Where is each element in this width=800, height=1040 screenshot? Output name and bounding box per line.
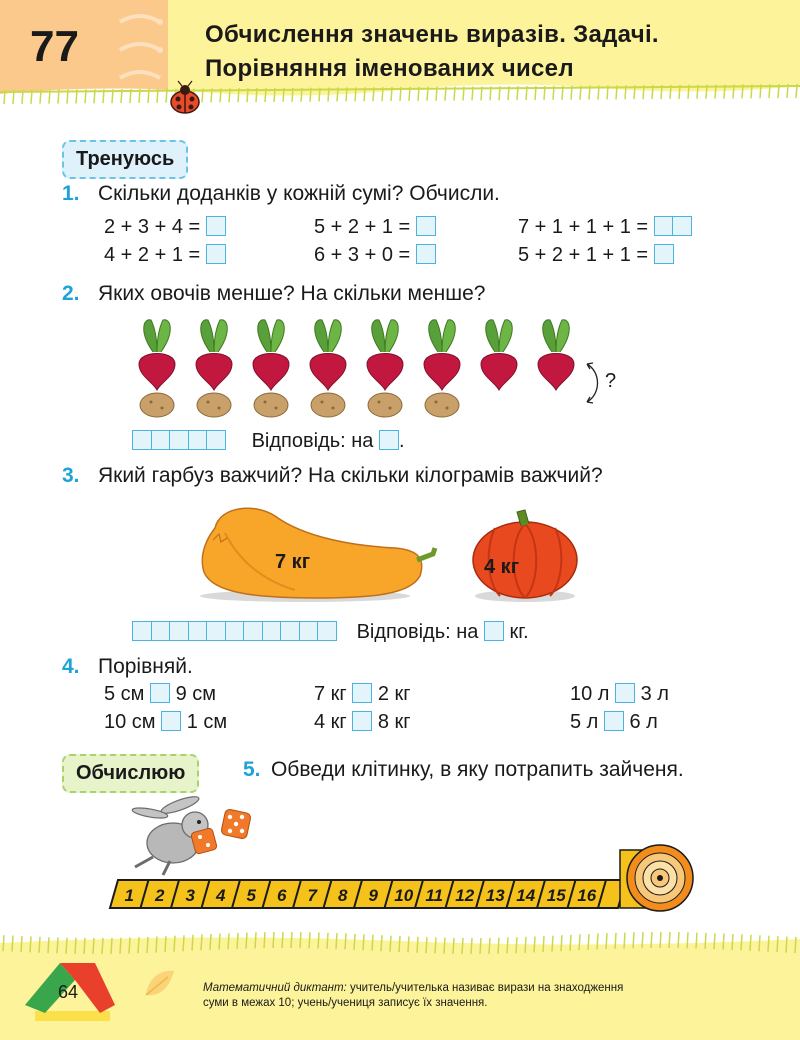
- leaf-icon: [140, 965, 180, 1005]
- potato-icon: [254, 393, 288, 417]
- answer-box[interactable]: [206, 244, 226, 264]
- answer-box[interactable]: [654, 216, 674, 236]
- grass-border-top: [0, 80, 800, 110]
- svg-text:6: 6: [277, 886, 287, 905]
- beet-icon: [139, 320, 175, 390]
- footer-note-text: учитель/учителька називає вирази на знаходження: [349, 982, 624, 994]
- task-1-number: 1.: [62, 182, 80, 205]
- potato-icon: [197, 393, 231, 417]
- compare-box[interactable]: [150, 683, 170, 703]
- task-4-text: Порівняй.: [97, 655, 193, 678]
- answer-box[interactable]: [416, 216, 436, 236]
- answer-box[interactable]: [132, 621, 152, 641]
- svg-text:2: 2: [155, 886, 165, 905]
- svg-text:13: 13: [485, 886, 505, 905]
- task-3-number: 3.: [62, 464, 80, 487]
- potato-icon: [140, 393, 174, 417]
- answer-box[interactable]: [188, 430, 208, 450]
- page-number: 64: [58, 982, 79, 1002]
- answer-box[interactable]: [188, 621, 208, 641]
- svg-text:14: 14: [516, 886, 536, 905]
- answer-box[interactable]: [169, 430, 189, 450]
- footer-note-line2: суми в межах 10; учень/учениця записує їх значення.: [203, 997, 488, 1009]
- section-badge-compute: Обчислюю: [62, 754, 199, 793]
- lesson-number: 77: [30, 22, 79, 71]
- potato-icon: [311, 393, 345, 417]
- compare-pair: 10 л 3 л: [570, 683, 669, 705]
- task-5: [243, 758, 684, 782]
- task-2-number: 2.: [62, 282, 80, 305]
- big-pumpkin-label: 7 кг: [275, 551, 311, 573]
- beet-icon: [424, 320, 460, 390]
- beet-icon: [367, 320, 403, 390]
- svg-text:7: 7: [307, 886, 317, 905]
- compare-pair: 5 см 9 см: [104, 683, 216, 705]
- answer-suffix: кг.: [509, 621, 529, 643]
- question-mark: ?: [605, 370, 617, 392]
- task-2-answer: [132, 430, 405, 453]
- ladybug-icon: [163, 80, 207, 118]
- answer-box[interactable]: [280, 621, 300, 641]
- svg-text:8: 8: [338, 886, 348, 905]
- task-3-answer: [132, 621, 529, 644]
- potato-icon: [425, 393, 459, 417]
- answer-box[interactable]: [299, 621, 319, 641]
- answer-box[interactable]: [151, 430, 171, 450]
- lesson-title: [205, 18, 659, 86]
- difference-arrow-icon: [587, 364, 598, 402]
- answer-box[interactable]: [317, 621, 337, 641]
- answer-prefix: Відповідь: на: [356, 621, 479, 643]
- compare-pair: 7 кг 2 кг: [314, 683, 411, 705]
- task-1-expression: 2 + 3 + 4 =: [104, 216, 226, 239]
- answer-box[interactable]: [484, 621, 504, 641]
- lesson-title-line2: Порівняння іменованих чисел: [205, 55, 574, 82]
- answer-box[interactable]: [243, 621, 263, 641]
- lesson-title-line1: Обчислення значень виразів. Задачі.: [205, 21, 659, 48]
- potato-icon: [368, 393, 402, 417]
- answer-box[interactable]: [225, 621, 245, 641]
- task-2: [62, 282, 485, 306]
- task-3-text: Який гарбуз важчий? На скільки кілограмів важчий?: [97, 464, 603, 487]
- task-1-expression: 5 + 2 + 1 =: [314, 216, 436, 239]
- grass-border-bottom: [0, 925, 800, 965]
- task-1-expression: 4 + 2 + 1 =: [104, 244, 226, 267]
- svg-text:15: 15: [546, 886, 566, 905]
- task-5-number: 5.: [243, 758, 261, 781]
- answer-box[interactable]: [654, 244, 674, 264]
- svg-text:4: 4: [216, 886, 226, 905]
- answer-suffix: .: [398, 430, 405, 452]
- svg-text:11: 11: [425, 886, 444, 905]
- answer-box[interactable]: [132, 430, 152, 450]
- answer-prefix: Відповідь: на: [251, 430, 374, 452]
- task-1-text: Скільки доданків у кожній сумі? Обчисли.: [97, 182, 500, 205]
- compare-pair: 5 л 6 л: [570, 711, 658, 733]
- compare-pair: 10 см 1 см: [104, 711, 228, 733]
- svg-text:5: 5: [246, 886, 256, 905]
- answer-box[interactable]: [206, 430, 226, 450]
- task-1-expression: 5 + 2 + 1 + 1 =: [518, 244, 674, 267]
- task-4: [62, 655, 193, 679]
- compare-box[interactable]: [352, 683, 372, 703]
- beet-icon: [196, 320, 232, 390]
- svg-text:10: 10: [394, 886, 414, 905]
- answer-box[interactable]: [379, 430, 399, 450]
- task-5-text: Обведи клітинку, в яку потрапить зайченя.: [270, 758, 684, 781]
- footer-note: [203, 981, 623, 1011]
- footer-note-italic: Математичний диктант:: [203, 982, 347, 994]
- compare-box[interactable]: [161, 711, 181, 731]
- task-3: [62, 464, 603, 488]
- svg-text:3: 3: [185, 886, 195, 905]
- answer-box[interactable]: [169, 621, 189, 641]
- number-track: [100, 820, 720, 920]
- carpet-roll-icon: [620, 845, 693, 911]
- vegetables-illustration: [125, 312, 645, 427]
- beet-icon: [253, 320, 289, 390]
- compare-box[interactable]: [615, 683, 635, 703]
- task-1: [62, 182, 500, 206]
- task-1-expression: 6 + 3 + 0 =: [314, 244, 436, 267]
- task-1-expression: 7 + 1 + 1 + 1 =: [518, 216, 692, 239]
- task-4-number: 4.: [62, 655, 80, 678]
- compare-box[interactable]: [352, 711, 372, 731]
- beet-icon: [310, 320, 346, 390]
- answer-box[interactable]: [416, 244, 436, 264]
- answer-box[interactable]: [672, 216, 692, 236]
- svg-text:12: 12: [455, 886, 475, 905]
- answer-box[interactable]: [206, 621, 226, 641]
- beet-icon: [481, 320, 517, 390]
- compare-box[interactable]: [604, 711, 624, 731]
- answer-box[interactable]: [262, 621, 282, 641]
- beet-icon: [538, 320, 574, 390]
- answer-box[interactable]: [206, 216, 226, 236]
- answer-box[interactable]: [151, 621, 171, 641]
- svg-text:9: 9: [368, 886, 378, 905]
- svg-text:16: 16: [577, 886, 597, 905]
- compare-pair: 4 кг 8 кг: [314, 711, 411, 733]
- small-pumpkin-label: 4 кг: [484, 556, 520, 578]
- task-2-text: Яких овочів менше? На скільки менше?: [97, 282, 486, 305]
- svg-text:1: 1: [124, 886, 134, 905]
- pumpkins-illustration: [195, 498, 595, 608]
- section-badge-training: Тренуюсь: [62, 140, 188, 179]
